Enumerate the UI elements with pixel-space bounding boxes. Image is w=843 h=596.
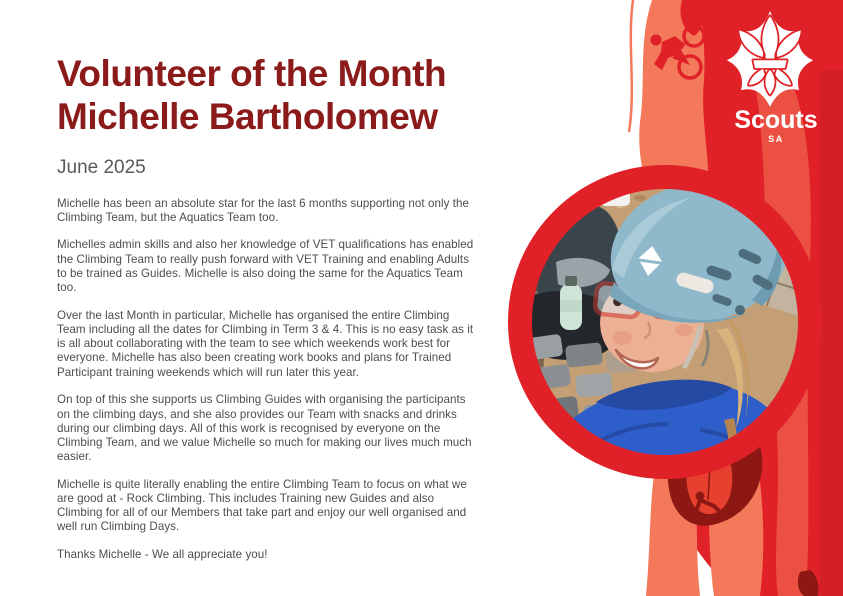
logo-region: SA xyxy=(768,134,784,144)
paragraph-1: Michelle has been an absolute star for the last 6 months supporting not only the Climbing Team, but the Aquatics Team too. xyxy=(57,196,469,224)
title-line-1: Volunteer of the Month xyxy=(57,53,447,94)
content-column xyxy=(57,52,481,576)
article-body xyxy=(57,197,481,563)
paragraph-6: Thanks Michelle - We all appreciate you! xyxy=(57,548,268,562)
title-line-2: Michelle Bartholomew xyxy=(57,96,438,138)
date-subheading: June 2025 xyxy=(57,156,146,178)
page-title xyxy=(57,52,481,139)
logo-wordmark: Scouts xyxy=(734,106,818,134)
paragraph-3: Over the last Month in particular, Michelle has organised the entire Climbing Team including all the dates for Climbing in Term 3 & 4. This is no easy task as it is all about collaborating with the team to see which weekends work best for everyone. Michelle has also been creating work books and plans for Trained Participant training weekends which will run later this year. xyxy=(57,308,474,379)
paragraph-5: Michelle is quite literally enabling the entire Climbing Team to focus on what we are good at - Rock Climbing. This includes Training new Guides and also Climbing for all of our Members that take part and enjoy our well organised and well run Climbing Days. xyxy=(57,477,467,534)
paragraph-2: Michelles admin skills and also her knowledge of VET qualifications has enabled the Climbing Team to really push forward with VET Training and enabling Adults to be trained as Guides. Michelle is also doing the same for the Aquatics Team too. xyxy=(57,238,474,295)
paragraph-4: On top of this she supports us Climbing Guides with organising the participants on the climbing days, and she also provides our Team with snacks and drinks during our climbing days. All of this work is recognised by everyone on the Climbing Team, and we value Michelle so much for making our lives much much easier. xyxy=(57,393,472,464)
